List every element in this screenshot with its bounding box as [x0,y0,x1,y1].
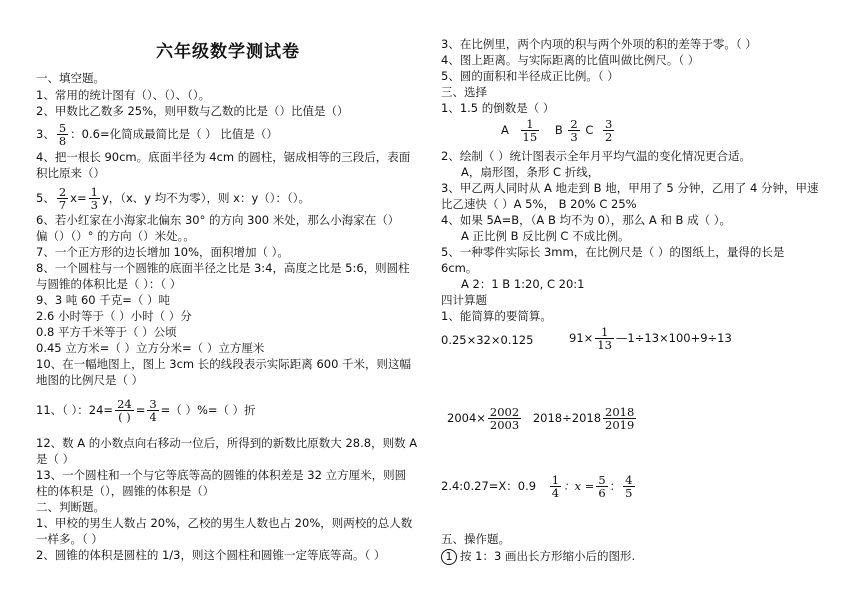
fraction-2002-2003 [488,406,521,431]
judge-2: 2、圆锥的体积是圆柱的 1/3，则这个圆柱和圆锥一定等底等高。（ ） [36,548,386,562]
q5-suffix: y，（x、y 均不为零），则 x：y（）：（）。 [101,191,311,205]
expr3-mid: 2018÷2018 [532,411,602,425]
operation-1 [441,548,635,565]
choice-4-options: A 正比例 B 反比例 C 不成比例。 [461,229,630,243]
numerator: 2002 [489,405,520,419]
question-11 [36,398,256,423]
choice-5-line-2: 6cm。 [441,261,478,275]
fraction-1-3 [89,186,100,211]
numerator: 2018 [605,405,635,419]
denominator: 3 [90,198,98,212]
section-operation: 五、操作题。 [441,532,510,546]
fraction-4-5 [623,474,634,499]
denominator: 15 [522,130,538,144]
fraction-5-6 [596,474,607,499]
section-fill-blank: 一、填空题。 [36,71,105,85]
q5-prefix: 5、 [36,191,55,205]
question-9: 9、3 吨 60 千克=（ ）吨 [36,293,171,307]
numerator: 2 [58,185,67,199]
question-8-line-2: 与圆锥的体积比是（ ）：（ ） [36,277,182,291]
equation-1: 2.4:0.27=X：0.9 [441,479,537,493]
fraction-1-4 [550,474,561,499]
page-title: 六年级数学测试卷 [156,42,300,62]
question-10-line-1: 10、在一幅地图上，图上 3cm 长的线段表示实际距离 600 千米，则这幅 [36,357,412,371]
operation-1-text: 按 1：3 画出长方形缩小后的图形. [460,549,636,563]
numerator: 1 [551,473,560,487]
option-a-label: A [501,123,509,137]
choice-4: 4、如果 5A=B，（A B 均不为 0），那么 A 和 B 成（ ）。 [441,213,732,227]
denominator: 3 [570,130,578,144]
choice-1-options [501,118,616,143]
question-13-line-2: 柱的体积是（），圆锥的体积是（） [36,484,215,498]
question-2-6-hours: 2.6 小时等于（ ）小时（ ）分 [36,309,192,323]
fraction-3-4 [147,398,158,423]
numerator: 3 [149,397,157,411]
question-7: 7、一个正方形的边长增加 10%，面积增加（ ）。 [36,245,289,259]
equation-2-colon: ： [609,479,622,493]
calc-equations [441,474,637,499]
fraction-1-13 [595,326,614,351]
question-6-line-1: 6、若小红家在小海家北偏东 30° 的方向 300 米处，那么小海家在（） [36,213,400,227]
question-8-line-1: 8、一个圆柱与一个圆锥的底面半径之比是 3:4，高度之比是 5:6，则圆柱 [36,261,410,275]
option-c-label: C [585,123,594,137]
choice-3-line-2: 比乙速快（ ）A 5%， B 20% C 25% [441,197,637,211]
expr2-prefix: 91× [569,331,594,345]
denominator: ( ) [118,410,131,424]
section-choice: 三、选择 [441,85,487,99]
judge-3: 3、在比例里，两个内项的积与两个外项的积的差等于零。（ ） [441,37,757,51]
question-4-line-2: 积比原来（） [36,166,105,180]
question-0-8-km2: 0.8 平方千米等于（ ）公顷 [36,325,177,339]
denominator: 13 [597,338,612,352]
question-0-45-m3: 0.45 立方米=（ ）立方分米=（ ）立方厘米 [36,341,265,355]
choice-2: 2、绘制（ ）统计图表示全年月平均气温的变化情况更合适。 [441,149,751,163]
question-6-line-2: 偏（）（）° 的方向（）米处。。 [36,229,195,243]
q11-suffix: =（ ）%=（ ）折 [160,403,256,417]
numerator: 1 [90,185,98,199]
section-calculation: 四计算题 [441,293,487,307]
option-a-fraction [521,118,540,143]
question-10-line-2: 地图的比例尺是（ ） [36,373,144,387]
question-3 [36,122,278,147]
numerator: 4 [625,473,633,487]
denominator: 2003 [489,418,520,432]
numerator: 1 [521,118,540,131]
choice-5-options: A 2：1 B 1:20, C 20:1 [461,277,585,291]
denominator: 2 [605,130,613,144]
denominator: 4 [551,486,560,500]
expr2-suffix: —1÷13×100+9÷13 [615,331,732,345]
q5-mid: x= [70,191,87,205]
calc-expression-1: 0.25×32×0.125 [441,333,534,347]
judge-1-line-1: 1、甲校的男生人数占 20%，乙校的男生人数也占 20%，则两校的总人数 [36,516,413,530]
denominator: 6 [598,486,606,500]
option-b-fraction [568,118,579,143]
question-1: 1、常用的统计图有（）、（）、（）。 [36,88,211,102]
circled-number-icon: 1 [441,549,457,565]
numerator: 1 [595,326,614,339]
equation-2-mid: ：x = [563,479,595,493]
choice-1: 1、1.5 的倒数是（ ） [441,101,555,115]
numerator: 3 [605,117,613,131]
numerator: 2 [570,117,578,131]
denominator: 7 [58,198,67,212]
judge-4: 4、图上距离。与实际距离的比值叫做比例尺。（ ） [441,53,700,67]
question-4-line-1: 4、把一根长 90cm。底面半径为 4cm 的圆柱，锯成相等的三段后，表面 [36,150,411,164]
calc-expression-2 [569,326,732,351]
question-13-line-1: 13、一个圆柱和一个与它等底等高的圆锥的体积差是 32 立方厘米，则圆 [36,468,407,482]
choice-3-line-1: 3、甲乙两人同时从 A 地走到 B 地，甲用了 5 分钟，乙用了 4 分钟，甲速 [441,181,819,195]
judge-5: 5、圆的面积和半径成正比例。（ ） [441,69,619,83]
fraction-2-7 [57,186,68,211]
question-12-line-2: 是（ ） [36,452,75,466]
numerator: 24 [117,397,132,411]
question-5 [36,186,310,211]
option-c-fraction [603,118,614,143]
question-2: 2、甲数比乙数多 25%，则甲数与乙数的比是（）比值是（） [36,104,349,118]
q11-equals: = [135,403,146,417]
denominator: 4 [149,410,157,424]
denominator: 8 [58,134,67,148]
denominator: 5 [625,486,633,500]
numerator: 5 [598,473,606,487]
fraction-5-8 [57,122,68,147]
fraction-2018-2019 [603,406,636,431]
denominator: 2019 [605,418,635,432]
judge-1-line-2: 一样多。（ ） [36,532,103,546]
numerator: 5 [58,121,67,135]
choice-2-options: A，扇形图，条形 C 折线， [461,165,600,179]
q3-prefix: 3、 [36,127,55,141]
fraction-24-blank [115,398,134,423]
choice-5-line-1: 5、一种零件实际长 3mm，在比例尺是（ ）的图纸上，量得的长是 [441,245,785,259]
calc-expression-3 [447,406,638,431]
q11-prefix: 11、（ ）：24= [36,403,114,417]
expr3-prefix: 2004× [447,411,486,425]
q3-suffix: ：0.6=化简成最简比是（ ） 比值是（） [70,127,278,141]
option-b-label: B [554,123,563,137]
question-12-line-1: 12、数 A 的小数点向右移动一位后，所得到的新数比原数大 28.8，则数 A [36,436,418,450]
calc-instruction: 1、能简算的要简算。 [441,309,552,323]
section-true-false: 二、判断题。 [36,500,105,514]
